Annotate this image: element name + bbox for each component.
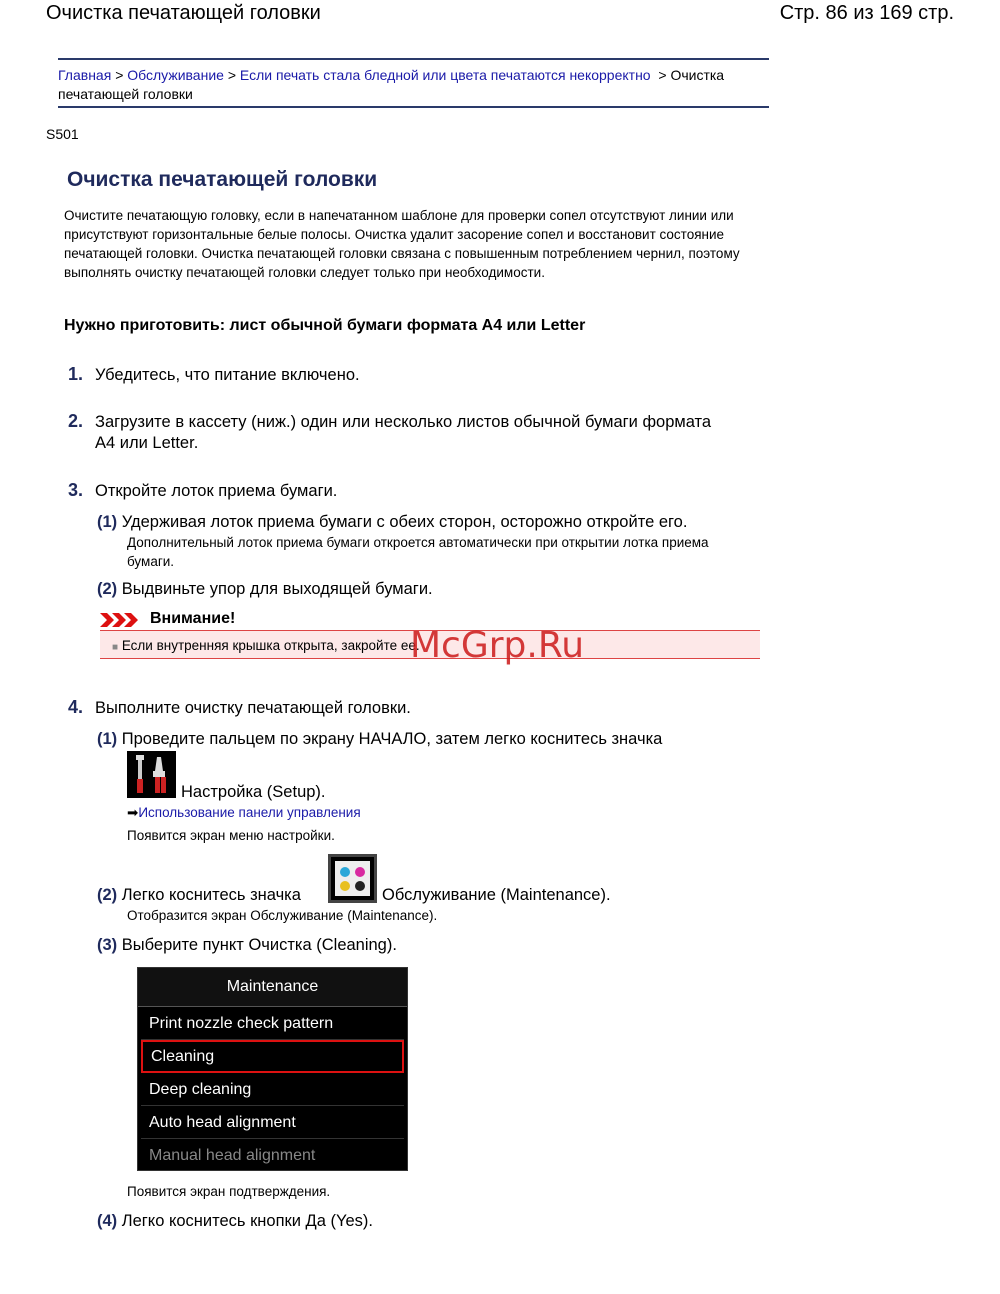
attention-text: Если внутренняя крышка открыта, закройте ее. bbox=[121, 638, 420, 653]
substep-text: Выберите пункт Очистка (Cleaning). bbox=[121, 936, 397, 954]
maintenance-menu bbox=[137, 967, 408, 1171]
step-4-4 bbox=[97, 1211, 373, 1232]
step-3-1-note: Дополнительный лоток приема бумаги откроется автоматически при открытии лотка приема бумаги. bbox=[127, 535, 709, 569]
header-title: Очистка печатающей головки bbox=[46, 2, 321, 24]
substep-number: (4) bbox=[97, 1212, 118, 1230]
maintenance-icon bbox=[328, 854, 377, 903]
breadcrumb-current: > Очистка печатающей головки bbox=[58, 67, 725, 102]
breadcrumb-sep: > bbox=[115, 67, 124, 83]
intro-paragraph: Очистите печатающую головку, если в напечатанном шаблоне для проверки сопел отсутствуют линии или присутствуют горизонтальные белые полосы. Очистка удалит засорение сопел и восстановит состояние печатающей головки. Очистка печатающей головки связана с повышенным потреблением чернил, поэтому выполнять очистку печатающей головки следует только при необходимости. bbox=[64, 208, 740, 280]
step-number: 3. bbox=[68, 480, 84, 500]
step-3-1 bbox=[97, 512, 687, 533]
attention-title: Внимание! bbox=[150, 610, 236, 627]
breadcrumb-maintenance[interactable]: Обслуживание bbox=[127, 67, 224, 83]
breadcrumb-home[interactable]: Главная bbox=[58, 67, 112, 83]
warning-arrows-icon bbox=[100, 611, 142, 629]
control-panel-link[interactable]: Использование панели управления bbox=[138, 805, 361, 820]
step-4 bbox=[68, 697, 83, 718]
arrow-right-icon: ➡ bbox=[127, 805, 139, 820]
substep-text: Удерживая лоток приема бумаги с обеих сторон, осторожно откройте его. bbox=[121, 513, 688, 531]
step-2 bbox=[68, 411, 83, 432]
menu-item-cleaning[interactable]: Cleaning bbox=[141, 1040, 404, 1073]
breadcrumb bbox=[58, 58, 769, 108]
step-3 bbox=[68, 480, 83, 501]
substep-text: Легко коснитесь кнопки Да (Yes). bbox=[121, 1212, 373, 1230]
watermark: McGrp.Ru bbox=[410, 625, 585, 666]
step-4-2 bbox=[97, 885, 301, 906]
page-code: S501 bbox=[46, 126, 79, 142]
substep-number: (2) bbox=[97, 886, 118, 904]
step-number: 4. bbox=[68, 697, 84, 717]
maintenance-label: Обслуживание (Maintenance). bbox=[382, 886, 611, 904]
step-3-text: Откройте лоток приема бумаги. bbox=[95, 482, 338, 500]
menu-title: Maintenance bbox=[138, 968, 407, 1007]
substep-text: Легко коснитесь значка bbox=[121, 886, 301, 904]
step-4-2-note: Отобразится экран Обслуживание (Maintenance). bbox=[127, 908, 438, 923]
setup-label: Настройка (Setup). bbox=[181, 783, 326, 801]
step-4-text: Выполните очистку печатающей головки. bbox=[95, 699, 411, 717]
bullet-icon: ■ bbox=[112, 642, 119, 653]
control-panel-link-row bbox=[127, 803, 361, 822]
breadcrumb-faded[interactable]: Если печать стала бледной или цвета печатаются некорректно bbox=[239, 67, 651, 83]
step-2-text: Загрузите в кассету (ниж.) один или несколько листов обычной бумаги формата A4 или Letter. bbox=[95, 413, 712, 452]
menu-item-manual-align[interactable]: Manual head alignment bbox=[149, 1147, 316, 1164]
substep-number: (1) bbox=[97, 730, 118, 748]
page-counter: Стр. 86 из 169 стр. bbox=[779, 2, 954, 24]
step-3-2 bbox=[97, 579, 433, 600]
substep-text: Проведите пальцем по экрану НАЧАЛО, затем легко коснитесь значка bbox=[121, 730, 663, 748]
step-1-text: Убедитесь, что питание включено. bbox=[95, 366, 360, 384]
step-4-1 bbox=[97, 729, 662, 750]
page-title: Очистка печатающей головки bbox=[67, 168, 378, 191]
breadcrumb-sep: > bbox=[227, 67, 237, 83]
menu-item-deep-cleaning[interactable]: Deep cleaning bbox=[141, 1073, 404, 1106]
substep-number: (1) bbox=[97, 513, 118, 531]
step-1 bbox=[68, 364, 83, 385]
step-number: 1. bbox=[68, 364, 84, 384]
substep-text: Выдвиньте упор для выходящей бумаги. bbox=[121, 580, 433, 598]
step-number: 2. bbox=[68, 411, 84, 431]
menu-item-auto-align[interactable]: Auto head alignment bbox=[141, 1106, 404, 1139]
requirements: Нужно приготовить: лист обычной бумаги формата A4 или Letter bbox=[64, 317, 586, 334]
substep-number: (3) bbox=[97, 936, 118, 954]
substep-number: (2) bbox=[97, 580, 118, 598]
step-4-3 bbox=[97, 935, 397, 956]
menu-item-print-nozzle[interactable]: Print nozzle check pattern bbox=[141, 1007, 404, 1040]
step-4-3-note: Появится экран подтверждения. bbox=[127, 1184, 331, 1199]
step-4-1-note: Появится экран меню настройки. bbox=[127, 828, 335, 843]
setup-icon bbox=[127, 751, 176, 798]
